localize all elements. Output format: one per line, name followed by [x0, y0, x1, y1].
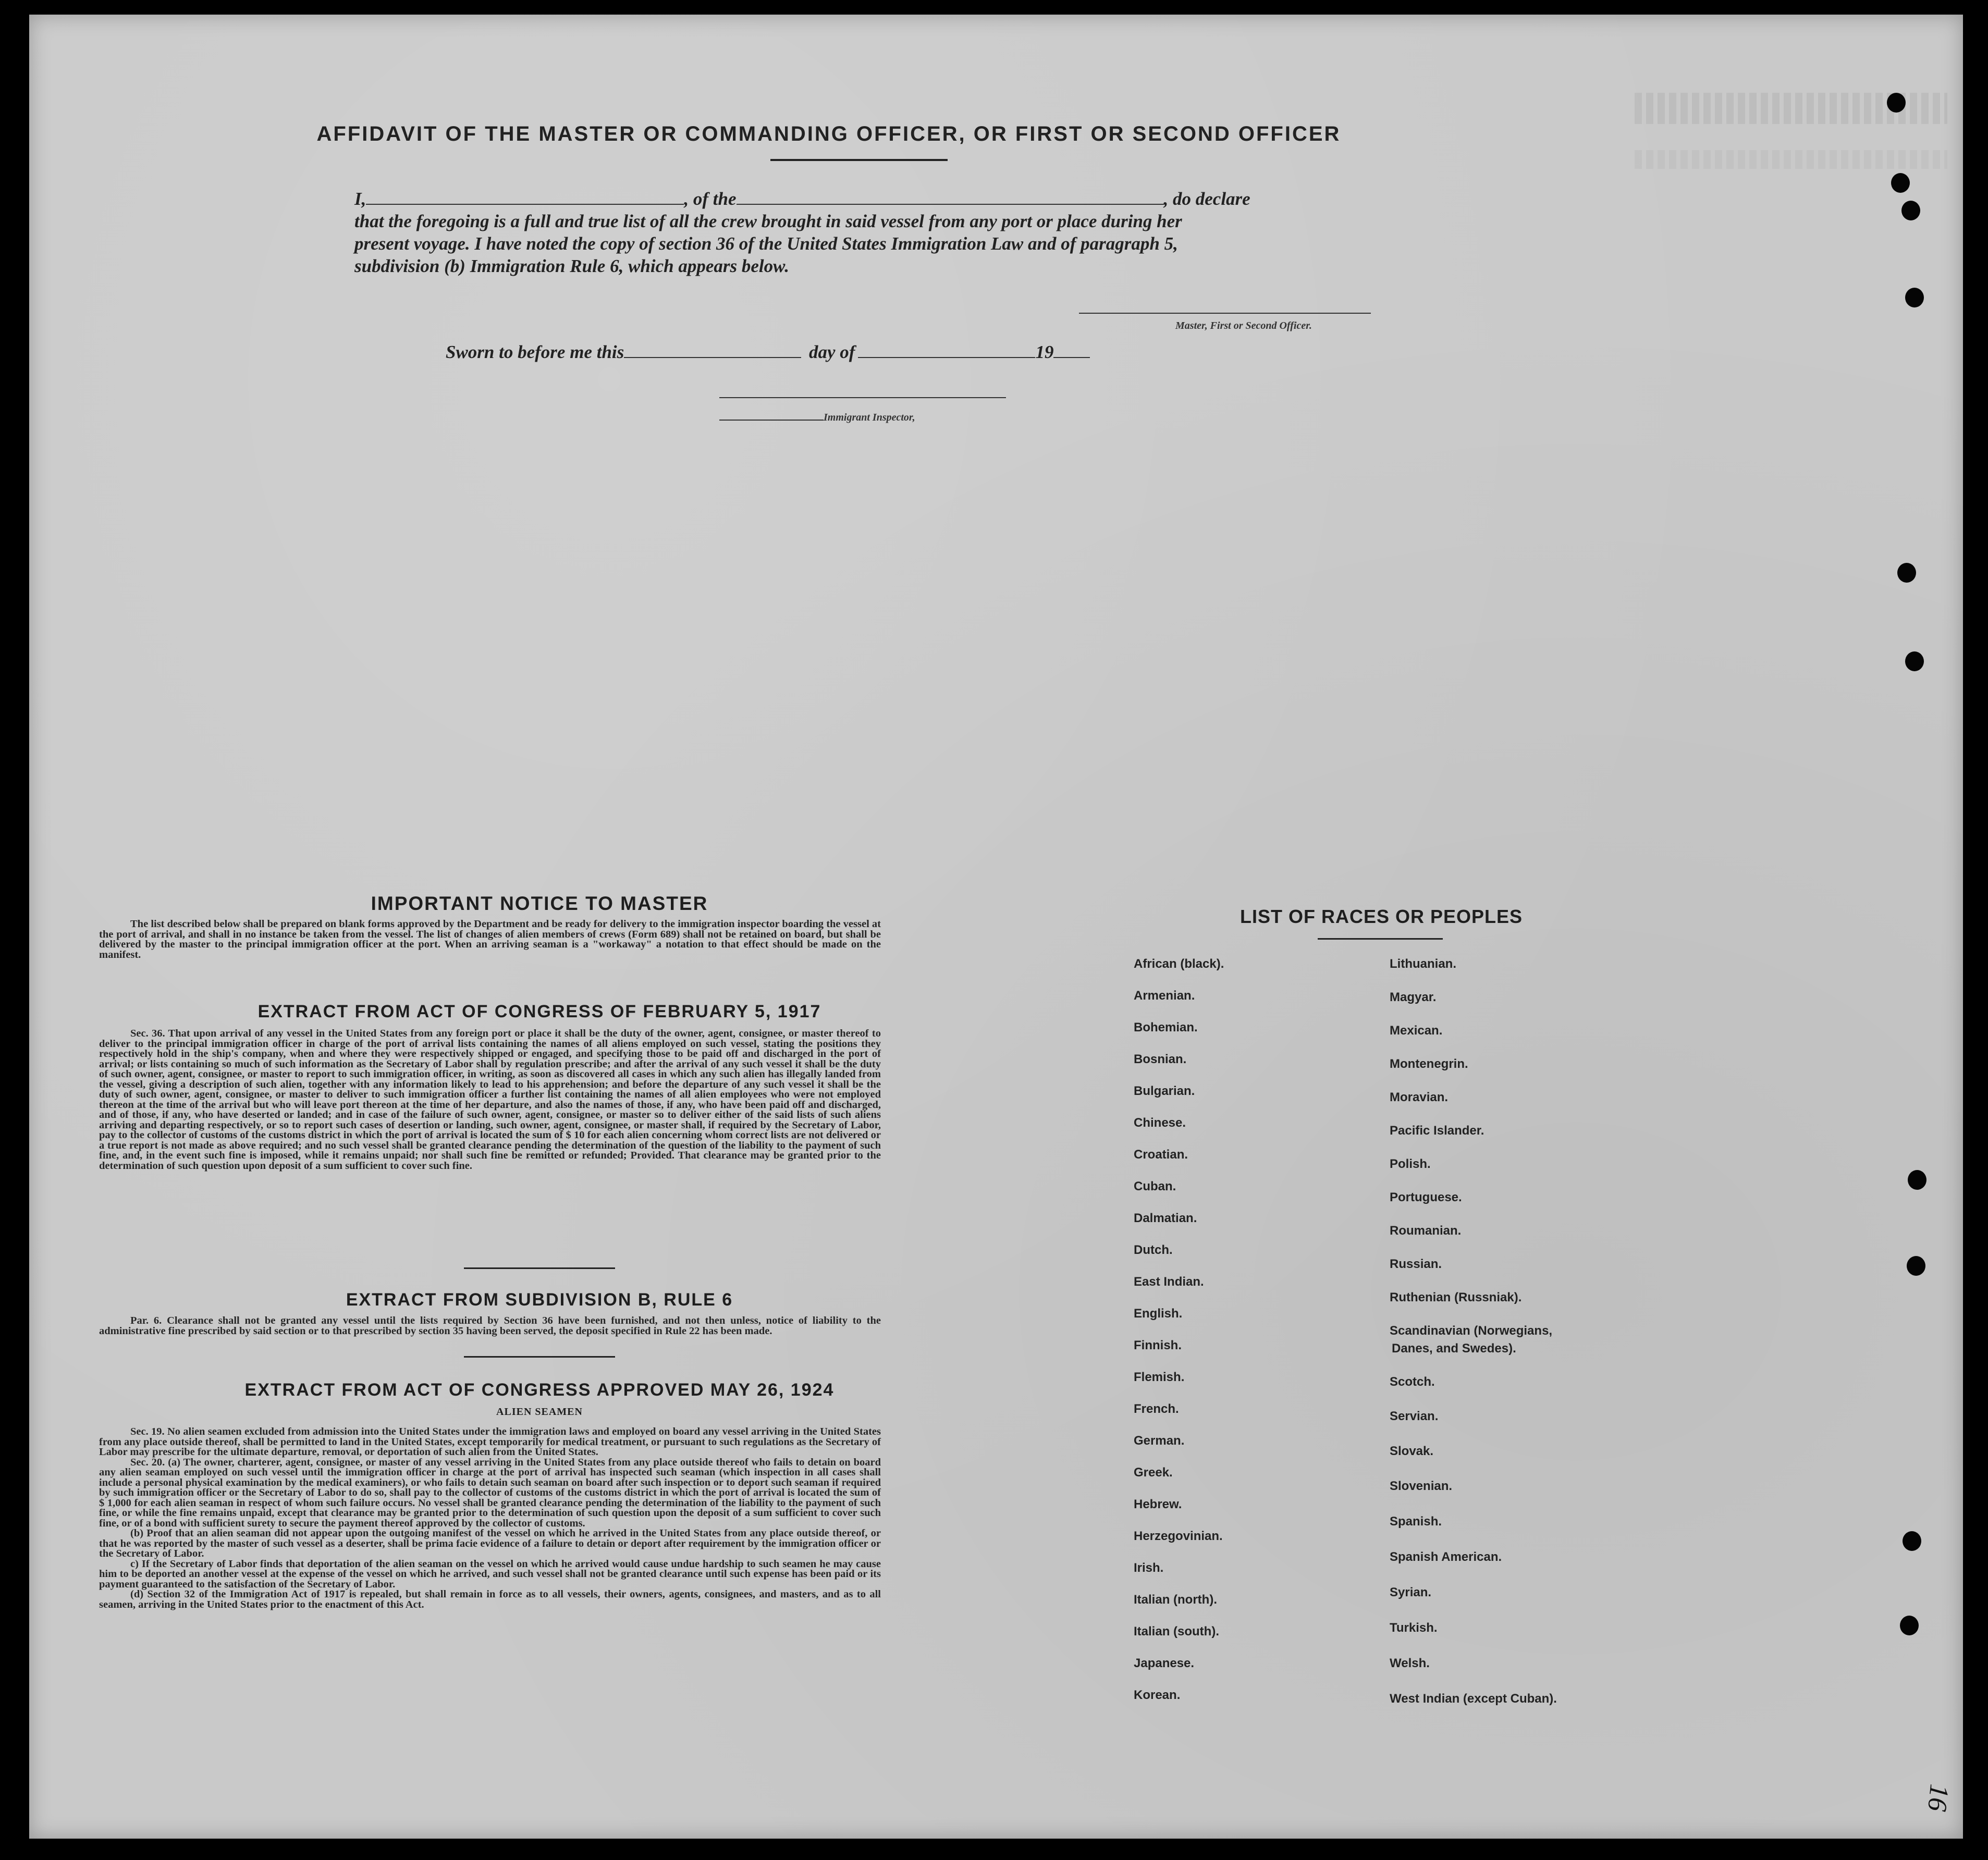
race-item: Mexican.: [1390, 1024, 1443, 1038]
race-item: Italian (north).: [1134, 1593, 1217, 1607]
race-item: Syrian.: [1390, 1585, 1432, 1599]
race-item: Croatian.: [1134, 1148, 1188, 1162]
master-caption: Master, First or Second Officer.: [1175, 320, 1312, 331]
section-divider: [464, 1356, 615, 1358]
race-item: Welsh.: [1390, 1656, 1430, 1670]
affidavit-line-2: that the foregoing is a full and true list of all the crew brought in said vessel from any port or place during her: [354, 211, 1182, 231]
section-divider: [464, 1267, 615, 1269]
sworn-prefix: Sworn to before me this: [446, 342, 624, 362]
extract-1924-title: EXTRACT FROM ACT OF CONGRESS APPROVED MAY 26, 1924: [244, 1380, 835, 1400]
affidavit-title: AFFIDAVIT OF THE MASTER OR COMMANDING OFFICER, OR FIRST OR SECOND OFFICER: [316, 122, 1341, 145]
race-item: Servian.: [1390, 1409, 1439, 1423]
race-item: Moravian.: [1390, 1090, 1449, 1104]
binder-hole: [1887, 93, 1906, 113]
extract-1924-sec20a: Sec. 20. (a) The owner, charterer, agent, consignee, or master of any vessel arriving in the United States from any place outside thereof who fails to detain on board any alien seaman employed on such vessel until the immigration officer in charge at the port of arrival has inspected such seaman (which inspection in all cases shall include a personal physical examination by the medical examiners), or who fails to detain such seaman on board after such inspection or to deport such seaman if required by such immigration officer or the Secretary of Labor to do so, shall pay to the collector of customs of the customs district in which the port of arrival is located the sum of $ 1,000 for each alien seaman in respect of whom such failure occurs. No vessel shall be granted clearance pending the determination of the liability to the payment of such fine, or while the fine remains unpaid, except that clearance may be granted prior to the determination of such question upon the deposit of a sum sufficient to cover such fine, or of a bond with sufficient surety to secure the payment thereof approved by the collector of customs.: [99, 1456, 881, 1529]
extract-rule6-text: [99, 1316, 881, 1336]
race-item: African (black).: [1134, 957, 1224, 971]
race-item: Bosnian.: [1134, 1052, 1187, 1066]
races-title-underline: [1318, 938, 1443, 940]
race-item: Italian (south).: [1134, 1624, 1219, 1639]
race-item: Japanese.: [1134, 1656, 1195, 1670]
affidavit-of-the: , of the: [684, 189, 737, 209]
binder-hole: [1891, 173, 1910, 193]
inspector-caption-text: Immigrant Inspector,: [824, 412, 915, 423]
inspector-signature-line[interactable]: [719, 397, 1006, 398]
races-title: LIST OF RACES OR PEOPLES: [1240, 906, 1523, 927]
binder-hole: [1907, 1256, 1925, 1276]
race-item: English.: [1134, 1307, 1183, 1321]
affidavit-line-3: present voyage. I have noted the copy of section 36 of the United States Immigration Law and of paragraph 5,: [354, 233, 1178, 254]
inspector-caption-line: [719, 420, 824, 421]
race-item: Montenegrin.: [1390, 1057, 1468, 1071]
race-item: West Indian (except Cuban).: [1390, 1692, 1557, 1706]
race-item: Armenian.: [1134, 989, 1195, 1003]
binder-hole: [1905, 651, 1924, 671]
race-item: Slovenian.: [1390, 1479, 1453, 1493]
race-item: Cuban.: [1134, 1179, 1176, 1193]
binder-hole: [1905, 288, 1924, 307]
race-item: Bulgarian.: [1134, 1084, 1195, 1098]
extract-1917-paragraph: Sec. 36. That upon arrival of any vessel in the United States from any foreign port or place it shall be the duty of the owner, agent, consignee, or master thereof to deliver to the principal immigration officer in charge of the port of arrival lists containing the names of all aliens employed on such vessel, stating the positions they respectively hold in the ship's company, when and where they were respectively shipped or engaged, and specifying those to be paid off and discharged in the port of arrival; or lists containing so much of such information as the Secretary of Labor shall by regulation prescribe; and after the arrival of any such vessel it shall be the duty of such owner, agent, consignee, or master to report to such immigration officer, in writing, as soon as discovered all cases in which any such alien has illegally landed from the vessel, giving a description of such alien, together with any information likely to lead to his apprehension; and before the departure of any such vessel it shall be the duty of such owner, agent, consignee, or master to deliver to such immigration officer a further list containing the names of all alien employees who were not employed thereon at the time of the arrival but who will leave port thereon at the time of her departure, and also the names of those, if any, who have been paid off and discharged, and of those, if any, who have deserted or landed; and in case of the failure of such owner, agent, consignee, or master so to deliver either of the said lists of such aliens arriving and departing respectively, or so to report such cases of desertion or landing, such owner, agent, consignee, or master shall, if required by the Secretary of Labor, pay to the collector of customs of the customs district in which the port of arrival is located the sum of $ 10 for each alien concerning whom correct lists are not delivered or a true report is not made as above required; and no such vessel shall be granted clearance pending the determination of the question of the liability to the payment of such fine, and, in the event such fine is imposed, while it remains unpaid; nor shall such fine be remitted or refunded; Provided. That clearance may be granted prior to the determination of such question upon deposit of a sum sufficient to cover such fine.: [99, 1028, 881, 1172]
race-item: French.: [1134, 1402, 1179, 1416]
race-item: Danes, and Swedes).: [1392, 1341, 1516, 1356]
race-item: Portuguese.: [1390, 1190, 1462, 1204]
race-item: Dalmatian.: [1134, 1211, 1197, 1225]
race-item: Turkish.: [1390, 1621, 1438, 1635]
extract-rule6-paragraph: Par. 6. Clearance shall not be granted any vessel until the lists required by Section 36 have been furnished, and not then unless, notice of liability to the administrative fine prescribed by said section or to that prescribed by section 35 having been served, the deposit specified in Rule 22 has been made.: [99, 1315, 881, 1337]
race-item: Spanish American.: [1390, 1550, 1502, 1564]
race-item: Chinese.: [1134, 1116, 1186, 1130]
race-item: Magyar.: [1390, 990, 1437, 1004]
important-notice-title: IMPORTANT NOTICE TO MASTER: [371, 893, 708, 914]
race-item: Roumanian.: [1390, 1224, 1462, 1238]
sworn-year: 19: [1035, 342, 1054, 362]
title-underline: [770, 159, 948, 161]
handwritten-page-number: 16: [1921, 1782, 1955, 1813]
important-notice-paragraph: The list described below shall be prepared on blank forms approved by the Department and be ready for delivery to the immigration inspector boarding the vessel at the port of arrival, and shall in no instance be taken from the vessel. The list of changes of alien members of crews (Form 689) shall not be retained on board, but shall be delivered by the master to the principal immigration officer at the port. When an arriving seaman is a "workaway" a notation to that effect should be made on the manifest.: [99, 918, 881, 960]
important-notice-text: [99, 919, 881, 960]
extract-1924-sec20c: c) If the Secretary of Labor finds that deportation of the alien seaman on the vessel on which he arrived would cause undue hardship to such seamen he may cause him to be deported an another vessel at the expense of the vessel on which he arrived, and such vessel shall not be granted clearance until such expense has been paid or its payment guaranteed to the satisfaction of the Secretary of Labor.: [99, 1558, 881, 1590]
extract-rule6-title: EXTRACT FROM SUBDIVISION B, RULE 6: [346, 1290, 733, 1310]
bleed-through-text: [1635, 150, 1947, 169]
race-item: East Indian.: [1134, 1275, 1204, 1289]
sworn-day-of: day of: [809, 342, 855, 362]
race-item: Dutch.: [1134, 1243, 1173, 1257]
binder-hole: [1897, 563, 1916, 583]
affidavit-line-4: subdivision (b) Immigration Rule 6, which appears below.: [354, 256, 789, 276]
race-item: German.: [1134, 1434, 1185, 1448]
race-item: Pacific Islander.: [1390, 1124, 1484, 1138]
race-item: Ruthenian (Russniak).: [1390, 1290, 1522, 1304]
binder-hole: [1908, 1170, 1926, 1190]
race-item: Polish.: [1390, 1157, 1431, 1171]
binder-hole: [1900, 1616, 1919, 1635]
month-blank[interactable]: [858, 357, 1035, 358]
race-item: Flemish.: [1134, 1370, 1185, 1384]
inspector-caption: [719, 412, 915, 424]
extract-1917-title: EXTRACT FROM ACT OF CONGRESS OF FEBRUARY 5, 1917: [257, 1002, 821, 1021]
vessel-blank[interactable]: [737, 204, 1164, 205]
extract-1924-text: [99, 1427, 881, 1610]
extract-1924-sec20d: (d) Section 32 of the Immigration Act of 1917 is repealed, but shall remain in force as to all vessels, their owners, agents, consignees, and masters, and as to all seamen, arriving in the United States prior to the enactment of this Act.: [99, 1588, 881, 1610]
binder-hole: [1901, 201, 1920, 220]
day-blank[interactable]: [624, 357, 801, 358]
race-item: Lithuanian.: [1390, 957, 1456, 971]
race-item: Hebrew.: [1134, 1497, 1182, 1511]
extract-1924-sec20b: (b) Proof that an alien seaman did not appear upon the outgoing manifest of the vessel on which he arrived in the United States from any place outside thereof, or that he was reported by the master of such vessel as a deserter, shall be prima facie evidence of a failure to detain or deport after requirement by the immigration officer or the Secretary of Labor.: [99, 1528, 881, 1559]
master-signature-line[interactable]: [1079, 313, 1371, 314]
race-item: Scandinavian (Norwegians,: [1390, 1324, 1553, 1338]
race-item: Finnish.: [1134, 1338, 1182, 1352]
race-item: Spanish.: [1390, 1514, 1442, 1529]
race-item: Slovak.: [1390, 1444, 1434, 1458]
extract-1924-subtitle: ALIEN SEAMEN: [496, 1406, 583, 1418]
affidavit-do-declare: , do declare: [1163, 189, 1250, 209]
year-blank[interactable]: [1053, 357, 1090, 358]
race-item: Korean.: [1134, 1688, 1181, 1702]
race-item: Irish.: [1134, 1561, 1164, 1575]
race-item: Scotch.: [1390, 1375, 1435, 1389]
sworn-line: [446, 342, 1175, 363]
race-item: Herzegovinian.: [1134, 1529, 1223, 1543]
race-item: Russian.: [1390, 1257, 1442, 1271]
extract-1924-sec19: Sec. 19. No alien seamen excluded from admission into the United States under the immigration laws and employed on board any vessel arriving in the United States from any place outside thereof, shall be permitted to land in the United States, except temporarily for medical treatment, or pursuant to such regulations as the Secretary of Labor may prescribe for the ultimate departure, removal, or deportation of such alien from the United States.: [99, 1426, 881, 1458]
affidavit-i: I,: [354, 189, 366, 209]
affidavit-line-1: [354, 189, 1371, 210]
race-item: Bohemian.: [1134, 1020, 1198, 1034]
name-blank[interactable]: [366, 204, 684, 205]
race-item: Greek.: [1134, 1465, 1173, 1480]
extract-1917-text: [99, 1029, 881, 1171]
binder-hole: [1903, 1531, 1921, 1551]
